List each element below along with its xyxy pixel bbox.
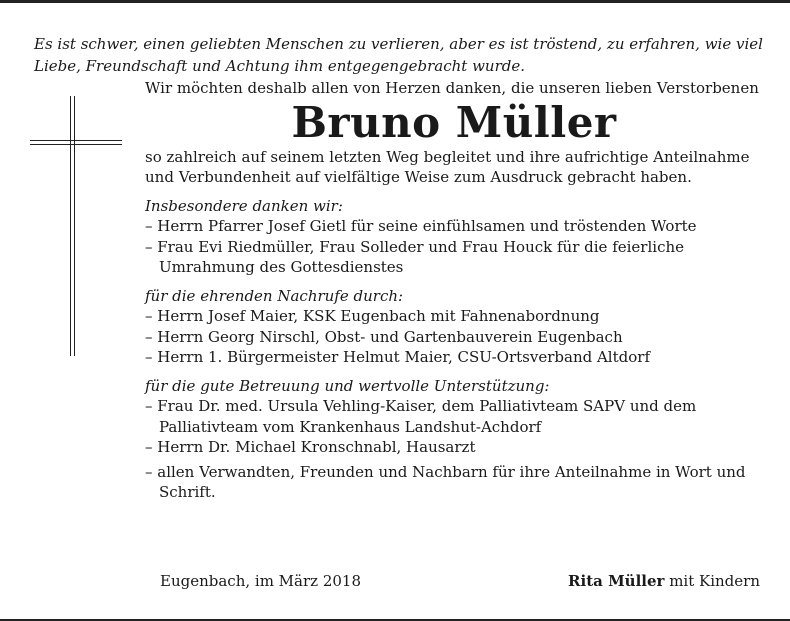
section-heading: Insbesondere danken wir: (145, 196, 343, 215)
signer-name: Rita Müller (568, 572, 665, 590)
intro-quote: Es ist schwer, einen geliebten Menschen zu verlieren, aber es ist tröstend, zu erfahren, wie viel Liebe, Freundschaft und Achtung ihm entgegengebracht wurde. (34, 35, 763, 75)
list-item: – Herrn 1. Bürgermeister Helmut Maier, CSU-Ortsverband Altdorf (145, 348, 650, 366)
top-rule (0, 0, 790, 3)
section-heading: für die gute Betreuung und wertvolle Unterstützung: (145, 376, 550, 395)
cross-icon (30, 96, 122, 356)
cross-horizontal-line (30, 144, 122, 145)
signer (568, 571, 760, 591)
list-item: – Frau Dr. med. Ursula Vehling-Kaiser, dem Palliativteam SAPV und dem Palliativteam vom Krankenhaus Landshut-Achdorf (145, 397, 697, 436)
place-date: Eugenbach, im März 2018 (160, 572, 361, 590)
thanks-body: so zahlreich auf seinem letzten Weg begleitet und ihre aufrichtige Anteilnahme und Verbundenheit auf vielfältige Weise zum Ausdruck gebracht haben. (145, 147, 750, 186)
cross-horizontal-line (30, 140, 122, 141)
list-item: – Herrn Georg Nirschl, Obst- und Gartenbauverein Eugenbach (145, 327, 623, 346)
cross-vertical-line (70, 96, 71, 356)
signer-suffix: mit Kindern (669, 572, 760, 590)
list-item: – Herrn Josef Maier, KSK Eugenbach mit Fahnenabordnung (145, 307, 600, 325)
section-heading: für die ehrenden Nachrufe durch: (145, 286, 404, 305)
list-item: – Frau Evi Riedmüller, Frau Solleder und Frau Houck für die feierliche Umrahmung des Gottesdienstes (145, 237, 685, 276)
deceased-name: Bruno Müller (291, 97, 617, 147)
thanks-text (145, 78, 763, 503)
list-item: – Herrn Dr. Michael Kronschnabl, Hausarzt (145, 438, 476, 456)
thanks-intro: Wir möchten deshalb allen von Herzen danken, die unseren lieben Verstorbenen (145, 79, 759, 97)
cross-vertical-line (74, 96, 75, 356)
list-item: – allen Verwandten, Freunden und Nachbarn für ihre Anteilnahme in Wort und Schrift. (145, 462, 746, 501)
list-item: – Herrn Pfarrer Josef Gietl für seine einfühlsamen und tröstenden Worte (145, 217, 697, 235)
